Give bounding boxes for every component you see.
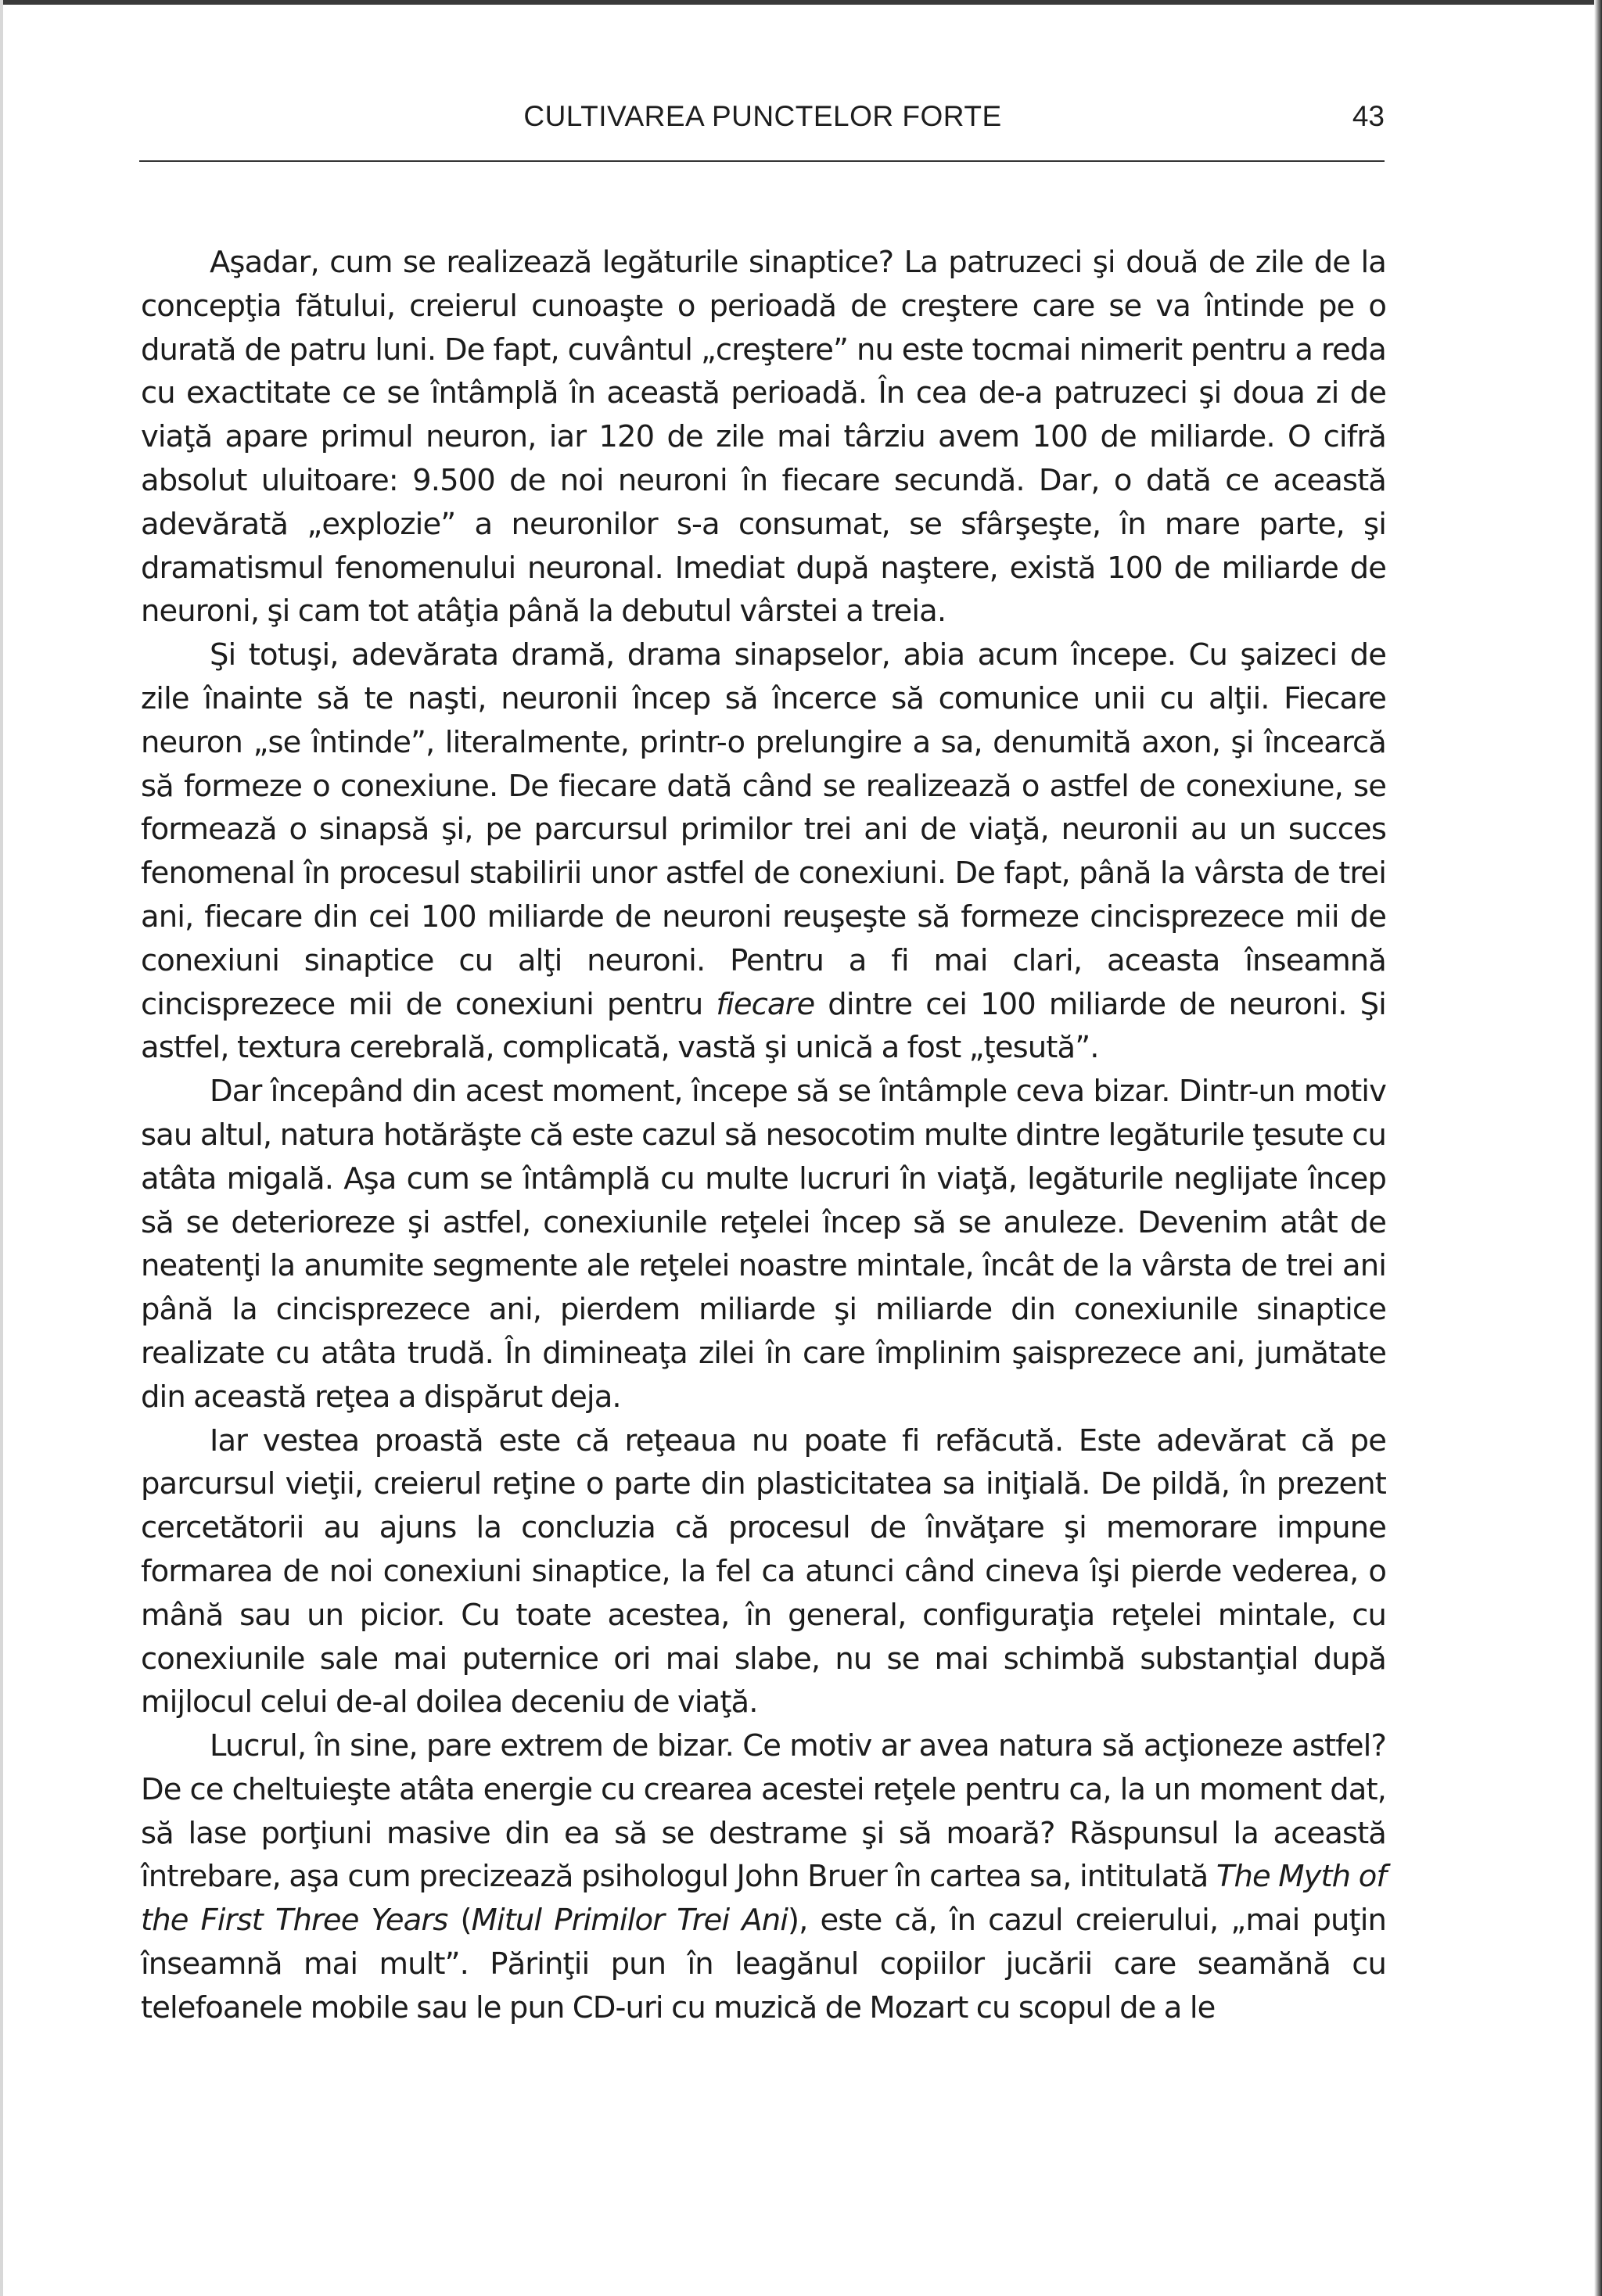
scan-left-edge [0, 0, 3, 2296]
paragraph-text: ), este că, în cazul creierului, „mai puţin înseamnă mai mult”. Părinţii pun în leagănul copiilor jucării care seamănă cu telefoanele mobile sau le pun CD-uri cu muzică de Mozart cu scopul de a le [141, 1903, 1386, 2025]
emphasis: fiecare [716, 986, 815, 1022]
paragraph-text: Dar începând din acest moment, începe să se întâmple ceva bizar. Dintr-un motiv sau altul, natura hotărăşte că este cazul să nesocotim multe dintre legăturile ţesute cu atâta migală. Aşa cum se întâmplă cu multe lucruri în viaţă, legăturile neglijate încep să se deterioreze şi astfel, conexiunile reţelei încep să se anuleze. Devenim atât de neatenţi la anumite segmente ale reţelei noastre mintale, încât de la vârsta de trei ani până la cincisprezece ani, pierdem miliarde şi miliarde din conexiunile sinaptice realizate cu atâta trudă. În dimineaţa zilei în care împlinim şaisprezece ani, jumătate din această reţea a dispărut deja. [141, 1074, 1386, 1415]
paragraph-1 [141, 241, 1386, 633]
book-title-romanian: Mitul Primilor Trei Ani [471, 1903, 788, 1939]
paragraph-3 [141, 1070, 1386, 1419]
scan-right-edge [1594, 0, 1602, 2296]
running-title: CULTIVAREA PUNCTELOR FORTE [523, 100, 1002, 132]
scan-top-edge [0, 0, 1602, 5]
page-number: 43 [1352, 100, 1385, 132]
paragraph-text: ( [447, 1903, 472, 1939]
paragraph-text: dintre cei 100 miliarde de neuroni. Şi astfel, textura cerebrală, complicată, vastă şi unică a fost „ţesută”. [141, 986, 1386, 1066]
paragraph-text: Aşadar, cum se realizează legăturile sinaptice? La patruzeci şi două de zile de la concepţia fătului, creierul cunoaşte o perioadă de creştere care se va întinde pe o durată de patru luni. De fapt, cuvântul „creştere” nu este tocmai nimerit pentru a reda cu exactitate ce se întâmplă în această perioadă. În cea de-a patruzeci şi doua zi de viaţă apare primul neuron, iar 120 de zile mai târziu avem 100 de miliarde. O cifră absolut uluitoare: 9.500 de noi neuroni în fiecare secundă. Dar, o dată ce această adevărată „explozie” a neuronilor s-a consumat, se sfârşeşte, în mare parte, şi dramatismul fenomenului neuronal. Imediat după naştere, există 100 de miliarde de neuroni, şi cam tot atâţia până la debutul vârstei a treia. [141, 245, 1386, 630]
paragraph-5 [141, 1724, 1386, 2030]
header-rule [139, 160, 1385, 162]
book-title-english: The Myth of the First Three Years [141, 1859, 1386, 1939]
body-text [141, 241, 1386, 2030]
paragraph-4 [141, 1419, 1386, 1725]
paragraph-2 [141, 633, 1386, 1070]
paragraph-text: Lucrul, în sine, pare extrem de bizar. Ce motiv ar avea natura să acţioneze astfel? De ce cheltuieşte atâta energie cu crearea acestei reţele pentru ca, la un moment dat, să lase porţiuni masive din ea să se destrame şi să moară? Răspunsul la această întrebare, aşa cum precizează psihologul John Bruer în cartea sa, intitulată [141, 1728, 1386, 1895]
paragraph-text: Şi totuşi, adevărata dramă, drama sinapselor, abia acum începe. Cu şaizeci de zile înainte să te naşti, neuronii încep să încerce să comunice unii cu alţii. Fiecare neuron „se întinde”, literalmente, printr-o prelungire a sa, denumită axon, şi încearcă să formeze o conexiune. De fiecare dată când se realizează o astfel de conexiune, se formează o sinapsă şi, pe parcursul primilor trei ani de viaţă, neuronii au un succes fenomenal în procesul stabilirii unor astfel de conexiuni. De fapt, până la vârsta de trei ani, fiecare din cei 100 miliarde de neuroni reuşeşte să formeze cincisprezece mii de conexiuni sinaptice cu alţi neuroni. Pentru a fi mai clari, aceasta înseamnă cincisprezece mii de conexiuni pentru [141, 637, 1386, 1022]
page-header [141, 100, 1385, 147]
paragraph-text: Iar vestea proastă este că reţeaua nu poate fi refăcută. Este adevărat că pe parcursul vieţii, creierul reţine o parte din plasticitatea sa iniţială. De pildă, în prezent cercetătorii au ajuns la concluzia că procesul de învăţare şi memorare impune formarea de noi conexiuni sinaptice, la fel ca atunci când cineva îşi pierde vederea, o mână sau un picior. Cu toate acestea, în general, configuraţia reţelei mintale, cu conexiunile sale mai puternice ori mai slabe, nu se mai schimbă substanţial după mijlocul celui de-al doilea deceniu de viaţă. [141, 1422, 1386, 1720]
